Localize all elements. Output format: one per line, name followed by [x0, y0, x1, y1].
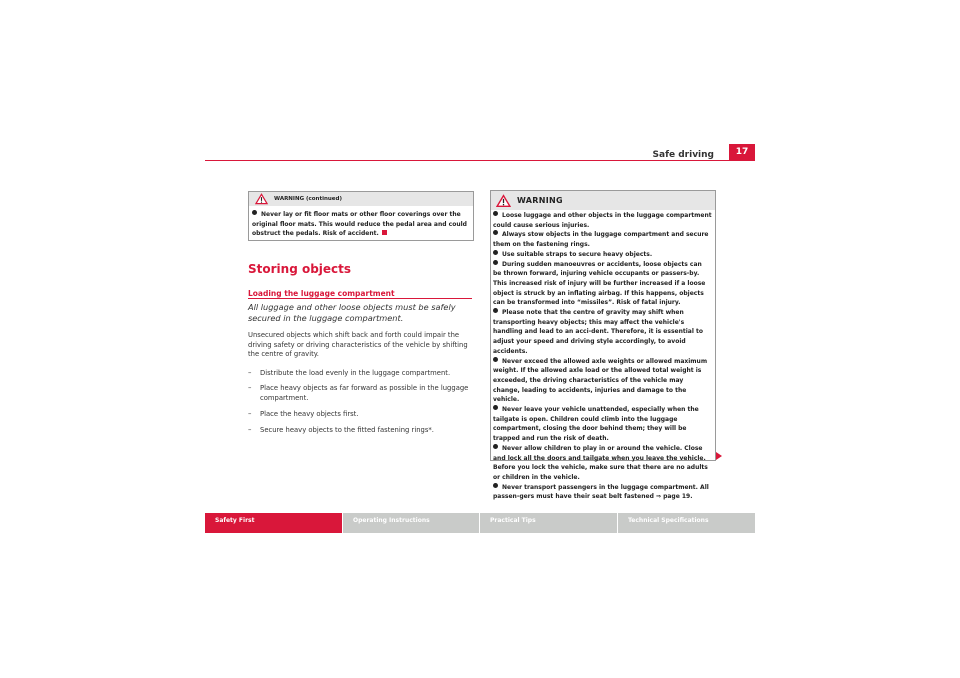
footer-tab-operating-instructions[interactable]: Operating Instructions	[343, 513, 479, 533]
warning-item: Never exceed the allowed axle weights or allowed maximum weight. If the allowed axle load or the allowed total weight is exceeded, the driving characteristics of the vehicle may change, leading to accidents, injuries and damage to the vehicle.	[493, 357, 708, 404]
footer-tab-practical-tips[interactable]: Practical Tips	[480, 513, 617, 533]
warning-item: Never transport passengers in the luggage compartment. All passen-gers must have their seat belt fastened ⇒ page 19.	[493, 483, 709, 501]
running-header-title: Safe driving	[652, 150, 714, 160]
instruction-step: – Secure heavy objects to the fitted fastening rings*.	[248, 426, 434, 434]
warning-header	[249, 192, 473, 206]
bullet-icon	[493, 260, 498, 265]
warning-item: Use suitable straps to secure heavy objects.	[493, 250, 712, 260]
bullet-icon	[493, 250, 498, 255]
warning-item: During sudden manoeuvres or accidents, loose objects can be thrown forward, injuring vehicle occupants or passers-by. This increased risk of injury will be further increased if a loose object is struck by an inflating airbag. If this happens, objects can be transformed into “missiles”. Risk of fatal injury.	[493, 260, 706, 307]
bullet-icon	[493, 405, 498, 410]
warning-text	[491, 210, 715, 502]
footer-tab-technical-specifications[interactable]: Technical Specifications	[618, 513, 755, 533]
lead-paragraph: All luggage and other loose objects must be safely secured in the luggage compartment.	[248, 302, 456, 323]
warning-title: WARNING (continued)	[274, 196, 342, 202]
page-number: 17	[729, 144, 755, 161]
warning-title: WARNING	[517, 196, 563, 205]
warning-item: Please note that the centre of gravity may shift when transporting heavy objects; this may affect the vehicle's handling and lead to an acci-dent. Therefore, it is essential to adjust your speed and driving style accordingly, to avoid accidents.	[493, 309, 703, 355]
warning-item: Always stow objects in the luggage compartment and secure them on the fastening rings.	[493, 231, 709, 249]
subheading-rule	[248, 298, 472, 299]
section-subheading: Loading the luggage compartment	[248, 289, 395, 298]
warning-item: Never allow children to play in or around the vehicle. Close and lock all the doors and tailgate when you leave the vehicle. Before you lock the vehicle, make sure that there are no adults or children in the vehicle.	[493, 444, 708, 481]
footer-tab-safety-first[interactable]: Safety First	[205, 513, 342, 533]
warning-box-main	[490, 190, 716, 501]
warning-header	[491, 191, 715, 210]
instruction-step: – Distribute the load evenly in the luggage compartment.	[248, 369, 451, 377]
bullet-icon	[493, 308, 498, 313]
end-of-section-icon	[382, 230, 387, 235]
instruction-step: – Place heavy objects as far forward as possible in the luggage compartment.	[248, 384, 469, 402]
section-heading: Storing objects	[248, 262, 352, 276]
bullet-icon	[493, 230, 498, 235]
warning-triangle-icon	[255, 193, 268, 205]
bullet-icon	[493, 444, 498, 449]
bullet-icon	[493, 483, 498, 488]
warning-text	[249, 206, 473, 239]
warning-box-continued	[248, 191, 474, 241]
header-rule	[205, 160, 729, 161]
bullet-icon	[493, 211, 498, 216]
warning-item: Never lay or fit floor mats or other floor coverings over the original floor mats. This would reduce the pedal area and could obstruct the pedals. Risk of accident.	[252, 211, 467, 238]
bullet-icon	[493, 357, 498, 362]
continued-arrow-icon	[716, 452, 722, 460]
instruction-step: – Place the heavy objects first.	[248, 410, 359, 418]
warning-triangle-icon	[496, 194, 511, 208]
bullet-icon	[252, 210, 257, 215]
warning-item: Loose luggage and other objects in the luggage compartment could cause serious injuries.	[493, 212, 712, 229]
body-paragraph: Unsecured objects which shift back and forth could impair the driving safety or driving characteristics of the vehicle by shifting the centre of gravity.	[248, 331, 468, 359]
warning-item: Never leave your vehicle unattended, especially when the tailgate is open. Children could climb into the luggage compartment, closing the door behind them; they will be trapped and run the risk of death.	[493, 406, 699, 443]
